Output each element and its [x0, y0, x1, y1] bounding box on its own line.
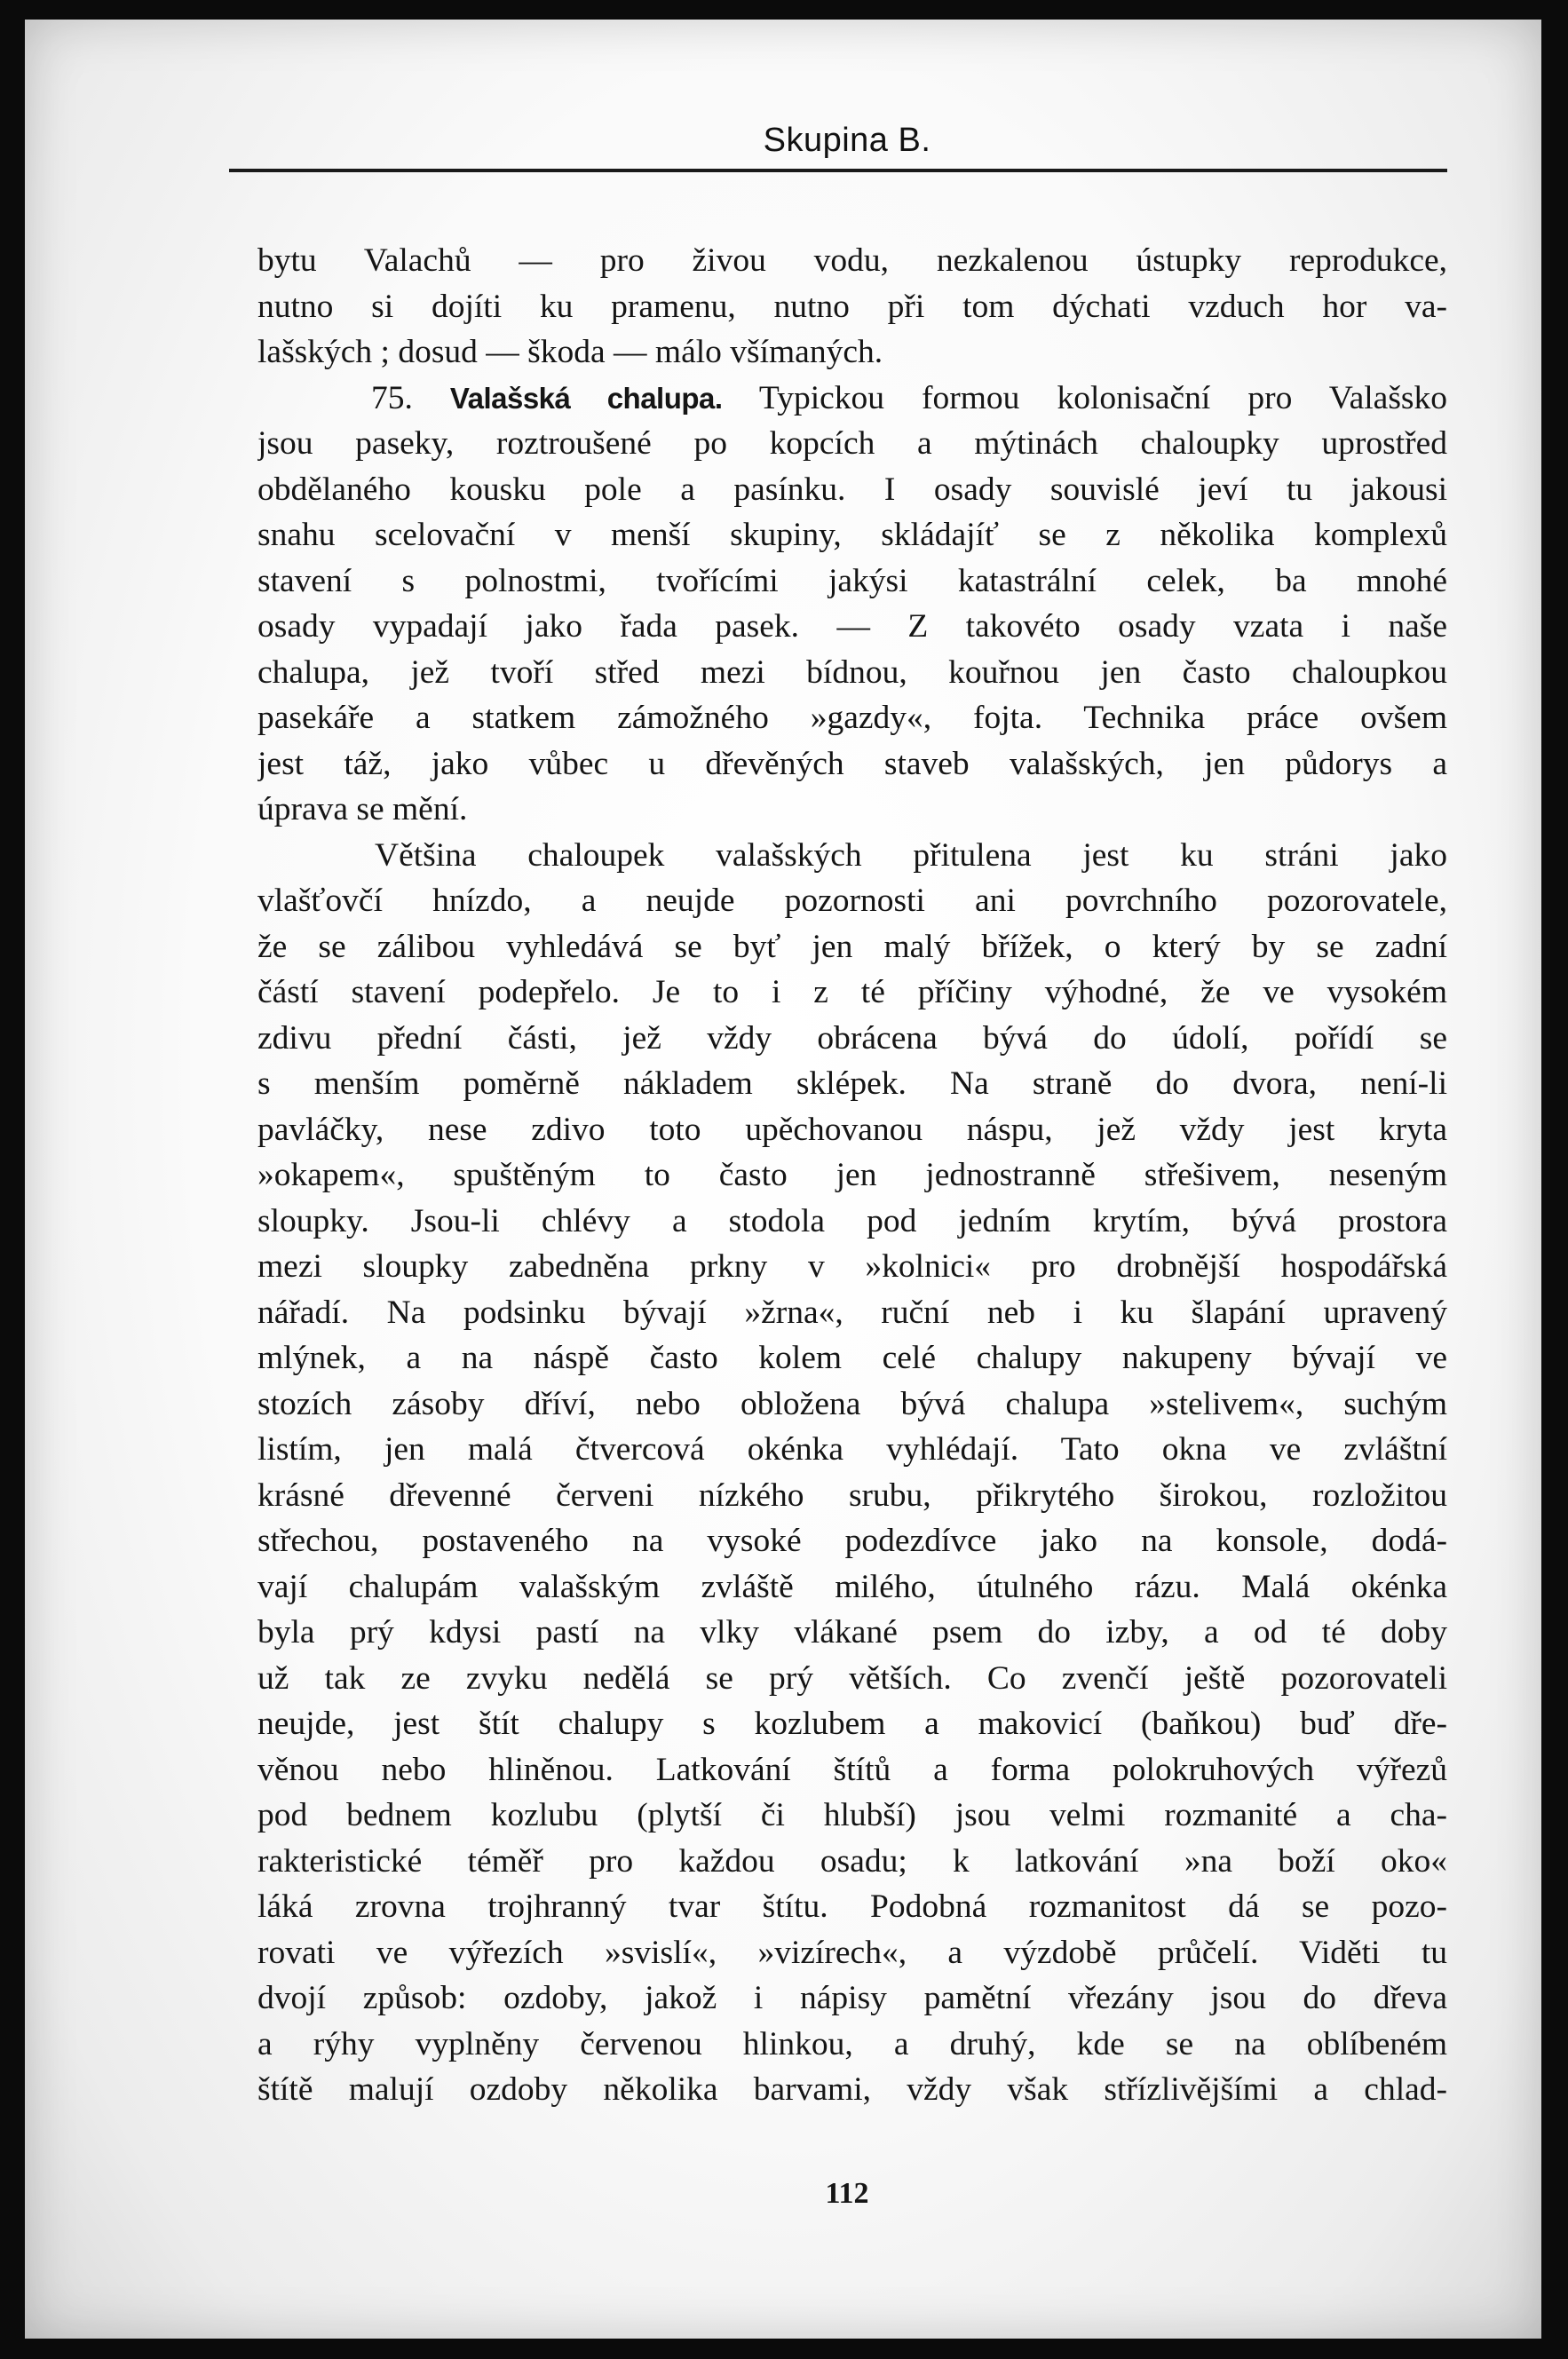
book-page [25, 20, 1541, 2339]
text-line: štítě malují ozdoby několika barvami, vždy však střízlivějšími a chlad- [257, 2071, 1447, 2108]
text-line: krásné dřevenné červeni nízkého srubu, přikrytého širokou, rozložitou [257, 1476, 1447, 1514]
text-line: nutno si dojíti ku pramenu, nutno při tom dýchati vzduch hor va- [257, 288, 1447, 325]
text-line: rovati ve výřezích »svislí«, »vizírech«, a výzdobě průčelí. Viděti tu [257, 1934, 1447, 1971]
header-rule [229, 169, 1447, 172]
text-line: s menším poměrně nákladem sklépek. Na straně do dvora, není-li [257, 1065, 1447, 1102]
text-line: rakteristické téměř pro každou osadu; k latkování »na boží oko« [257, 1842, 1447, 1880]
text-line: částí stavení podepřelo. Je to i z té příčiny výhodné, že ve vysokém [257, 974, 1447, 1010]
text-line: neujde, jest štít chalupy s kozlubem a makovicí (baňkou) buď dře- [257, 1706, 1447, 1742]
text-line: snahu scelovační v menší skupiny, skládajíť se z několika komplexů [257, 517, 1447, 553]
text-line: věnou nebo hliněnou. Latkování štítů a forma polokruhových výřezů [257, 1751, 1447, 1788]
text-line: pasekáře a statkem zámožného »gazdy«, fojta. Technika práce ovšem [257, 700, 1447, 736]
text-line: jsou paseky, roztroušené po kopcích a mýtinách chaloupky uprostřed [257, 425, 1447, 462]
text-line: že se zálibou vyhledává se byť jen malý břížek, o který by se zadní [257, 928, 1447, 965]
text-line: vají chalupám valašským zvláště milého, útulného rázu. Malá okénka [257, 1568, 1447, 1605]
text-line: bytu Valachů — pro živou vodu, nezkalenou ústupky reprodukce, [257, 242, 1447, 279]
text-line: mezi sloupky zabedněna prkny v »kolnici« pro drobnější hospodářská [257, 1248, 1447, 1285]
running-header: Skupina B. [763, 122, 931, 159]
text-line: a rýhy vyplněny červenou hlinkou, a druhý, kde se na oblíbeném [257, 2025, 1447, 2062]
text-line: »okapem«, spuštěným to často jen jednostranně střešivem, neseným [257, 1157, 1447, 1193]
text-line: listím, jen malá čtvercová okénka vyhlédají. Tato okna ve zvláštní [257, 1431, 1447, 1468]
text-line: obdělaného kousku pole a pasínku. I osady souvislé jeví tu jakousi [257, 471, 1447, 508]
section-number: 75. [371, 379, 413, 416]
text-line: jest táž, jako vůbec u dřevěných staveb valašských, jen půdorys a [257, 745, 1447, 782]
text-line: byla prý kdysi pastí na vlky vlákané psem do izby, a od té doby [257, 1614, 1447, 1651]
text-line: mlýnek, a na náspě často kolem celé chalupy nakupeny bývají ve [257, 1340, 1447, 1376]
text-line: stozích zásoby dříví, nebo obložena bývá chalupa »stelivem«, suchým [257, 1385, 1447, 1422]
text-line: Většina chaloupek valašských přitulena jest ku stráni jako [375, 836, 1447, 874]
text-line: střechou, postaveného na vysoké podezdívce jako na konsole, dodá- [257, 1523, 1447, 1559]
text-line: úprava se mění. [257, 791, 468, 827]
text-line: už tak ze zvyku nedělá se prý větších. Co zvenčí ještě pozorovateli [257, 1659, 1447, 1697]
text-line: chalupa, jež tvoří střed mezi bídnou, kouřnou jen často chaloupkou [257, 653, 1447, 691]
text-line: lašských ; dosud — škoda — málo všímaných. [257, 334, 883, 370]
text-line: dvojí způsob: ozdoby, jakož i nápisy pamětní vřezány jsou do dřeva [257, 1980, 1447, 2016]
text-line: pod bednem kozlubu (plytší či hlubší) jsou velmi rozmanité a cha- [257, 1797, 1447, 1833]
text-line: osady vypadají jako řada pasek. — Z takovéto osady vzata i naše [257, 608, 1447, 645]
section-title: Valašská chalupa. [449, 381, 723, 415]
text-line: vlašťovčí hnízdo, a neujde pozornosti ani povrchního pozorovatele, [257, 883, 1447, 919]
text-line: pavláčky, nese zdivo toto upěchovanou náspu, jež vždy jest kryta [257, 1111, 1447, 1148]
text-line: láká zrovna trojhranný tvar štítu. Podobná rozmanitost dá se pozo- [257, 1888, 1447, 1925]
page-number: 112 [825, 2177, 869, 2210]
text-line: sloupky. Jsou-li chlévy a stodola pod jedním krytím, bývá prostora [257, 1202, 1447, 1239]
body-text [257, 238, 1447, 2113]
section-heading-line [257, 376, 1447, 422]
text-line: stavení s polnostmi, tvořícími jakýsi katastrální celek, ba mnohé [257, 562, 1447, 599]
text-line: nářadí. Na podsinku bývají »žrna«, ruční neb i ku šlapání upravený [257, 1294, 1447, 1331]
text-line: zdivu přední části, jež vždy obrácena bývá do údolí, pořídí se [257, 1019, 1447, 1057]
text-line: Typickou formou kolonisační pro Valašsko [758, 379, 1447, 416]
